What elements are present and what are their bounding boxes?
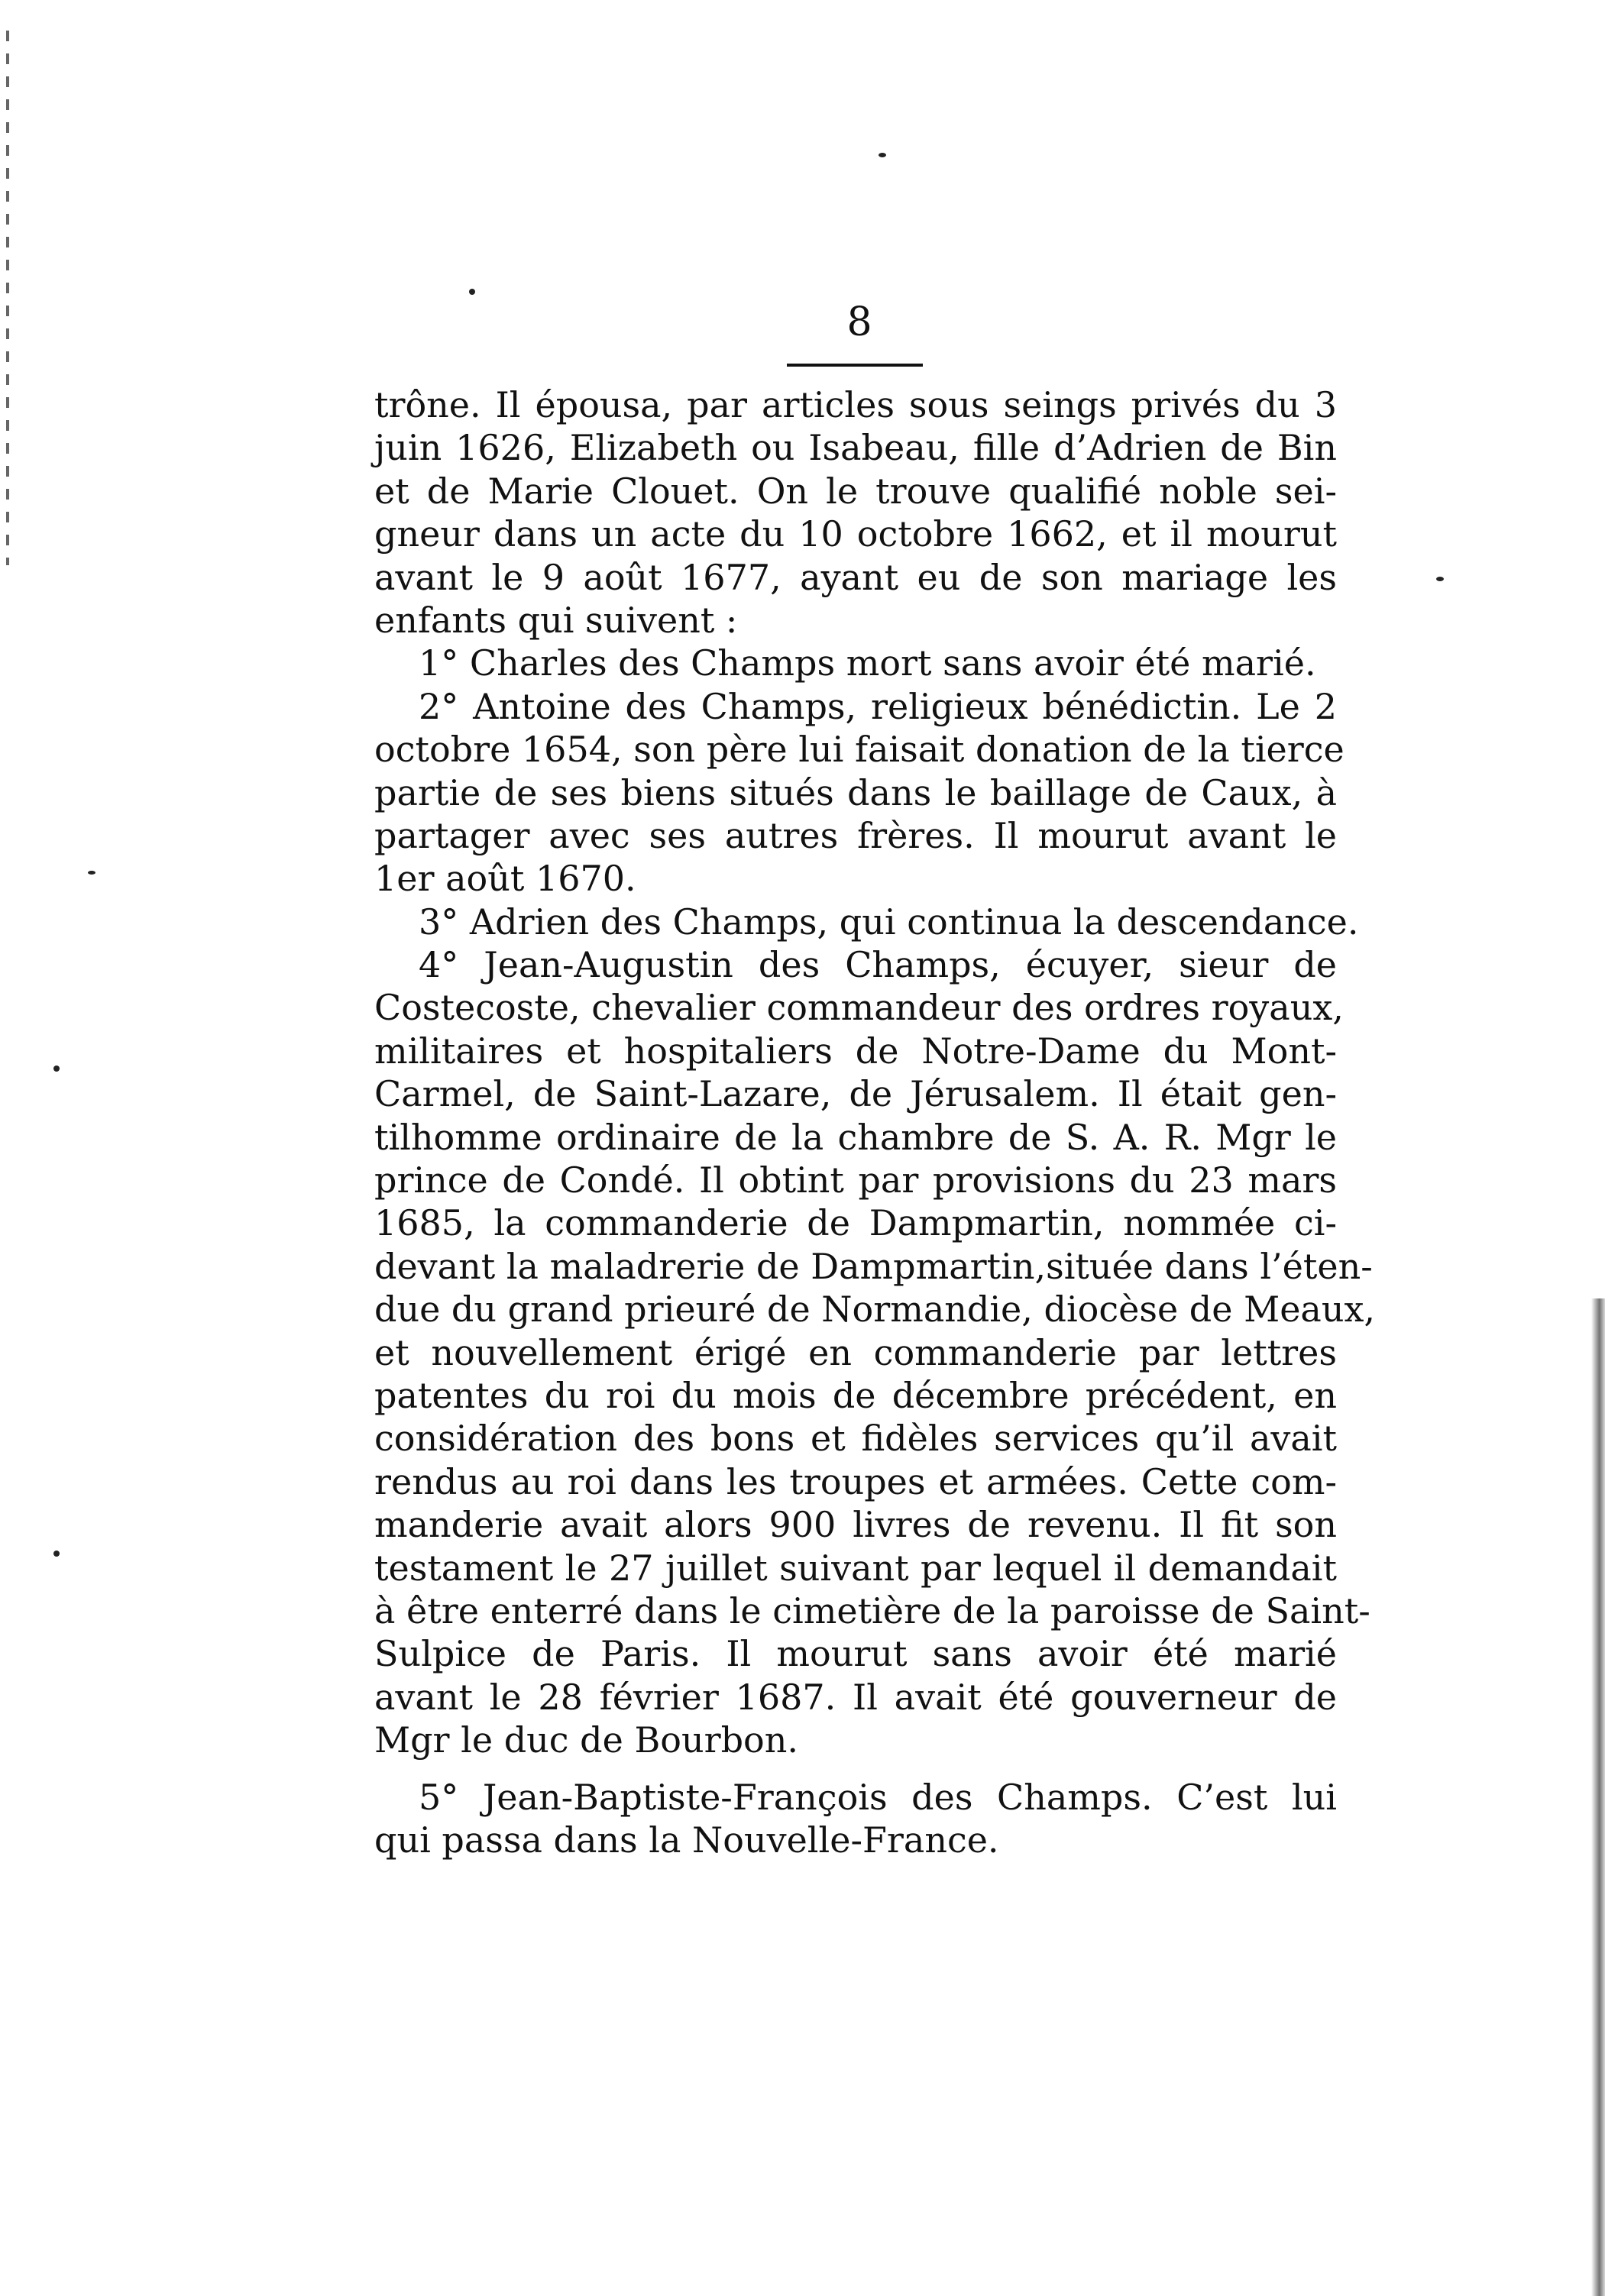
text-line: et de Marie Clouet. On le trouve qualifié noble sei-	[374, 470, 1337, 512]
text-line: due du grand prieuré de Normandie, diocèse de Meaux,	[374, 1289, 1376, 1331]
scan-left-edge-artifact	[6, 31, 9, 565]
text-line: partager avec ses autres frères. Il mourut avant le	[374, 814, 1337, 856]
text-line: militaires et hospitaliers de Notre-Dame du Mont-	[374, 1030, 1337, 1072]
header-rule	[787, 364, 923, 367]
text-line: 2° Antoine des Champs, religieux bénédictin. Le 2	[419, 685, 1337, 727]
text-line: 5° Jean-Baptiste-François des Champs. C’est lui	[419, 1776, 1337, 1818]
text-line: Carmel, de Saint-Lazare, de Jérusalem. Il était gen-	[374, 1073, 1337, 1115]
text-line: 1er août 1670.	[374, 858, 636, 900]
scan-speck	[53, 1066, 60, 1072]
text-line: et nouvellement érigé en commanderie par lettres	[374, 1331, 1337, 1373]
text-line: 3° Adrien des Champs, qui continua la descendance.	[419, 901, 1359, 943]
scan-speck	[469, 289, 475, 295]
text-line: tilhomme ordinaire de la chambre de S. A. R. Mgr le	[374, 1116, 1337, 1158]
text-line: gneur dans un acte du 10 octobre 1662, et il mourut	[374, 513, 1337, 555]
text-line: Costecoste, chevalier commandeur des ordres royaux,	[374, 987, 1344, 1029]
text-line: Sulpice de Paris. Il mourut sans avoir été marié	[374, 1633, 1337, 1675]
text-line: prince de Condé. Il obtint par provisions du 23 mars	[374, 1159, 1337, 1201]
text-line: patentes du roi du mois de décembre précédent, en	[374, 1374, 1337, 1416]
text-line: devant la maladrerie de Dampmartin,située dans l’éten-	[374, 1245, 1373, 1287]
page-number: 8	[846, 299, 872, 345]
body-text	[374, 383, 1376, 1861]
text-line: 1685, la commanderie de Dampmartin, nommée ci-	[374, 1202, 1337, 1244]
text-line: considération des bons et fidèles services qu’il avait	[374, 1418, 1337, 1460]
scan-right-edge-artifact	[1591, 1298, 1605, 2296]
text-line: à être enterré dans le cimetière de la paroisse de Saint-	[374, 1589, 1370, 1631]
text-line: 1° Charles des Champs mort sans avoir été marié.	[419, 642, 1316, 684]
scan-speck	[53, 1551, 60, 1557]
text-line: 4° Jean-Augustin des Champs, écuyer, sieur de	[419, 944, 1337, 986]
text-line: octobre 1654, son père lui faisait donation de la tierce	[374, 729, 1345, 771]
text-line: trône. Il épousa, par articles sous seings privés du 3	[374, 384, 1337, 425]
scan-speck	[88, 871, 95, 875]
text-line: testament le 27 juillet suivant par lequel il demandait	[374, 1547, 1337, 1589]
text-line: avant le 9 août 1677, ayant eu de son mariage les	[374, 556, 1337, 598]
text-line: Mgr le duc de Bourbon.	[374, 1719, 798, 1761]
text-line: qui passa dans la Nouvelle-France.	[374, 1819, 999, 1861]
text-line: rendus au roi dans les troupes et armées. Cette com-	[374, 1460, 1337, 1502]
text-line: avant le 28 février 1687. Il avait été gouverneur de	[374, 1676, 1337, 1718]
paragraph-gap	[374, 1762, 1337, 1776]
text-line: enfants qui suivent :	[374, 599, 738, 641]
text-line: juin 1626, Elizabeth ou Isabeau, fille d’Adrien de Bin	[374, 427, 1337, 469]
scan-speck	[1436, 577, 1444, 581]
scan-speck	[879, 153, 886, 157]
text-line: partie de ses biens situés dans le baillage de Caux, à	[374, 771, 1337, 813]
text-line: manderie avait alors 900 livres de revenu. Il fit son	[374, 1504, 1337, 1546]
